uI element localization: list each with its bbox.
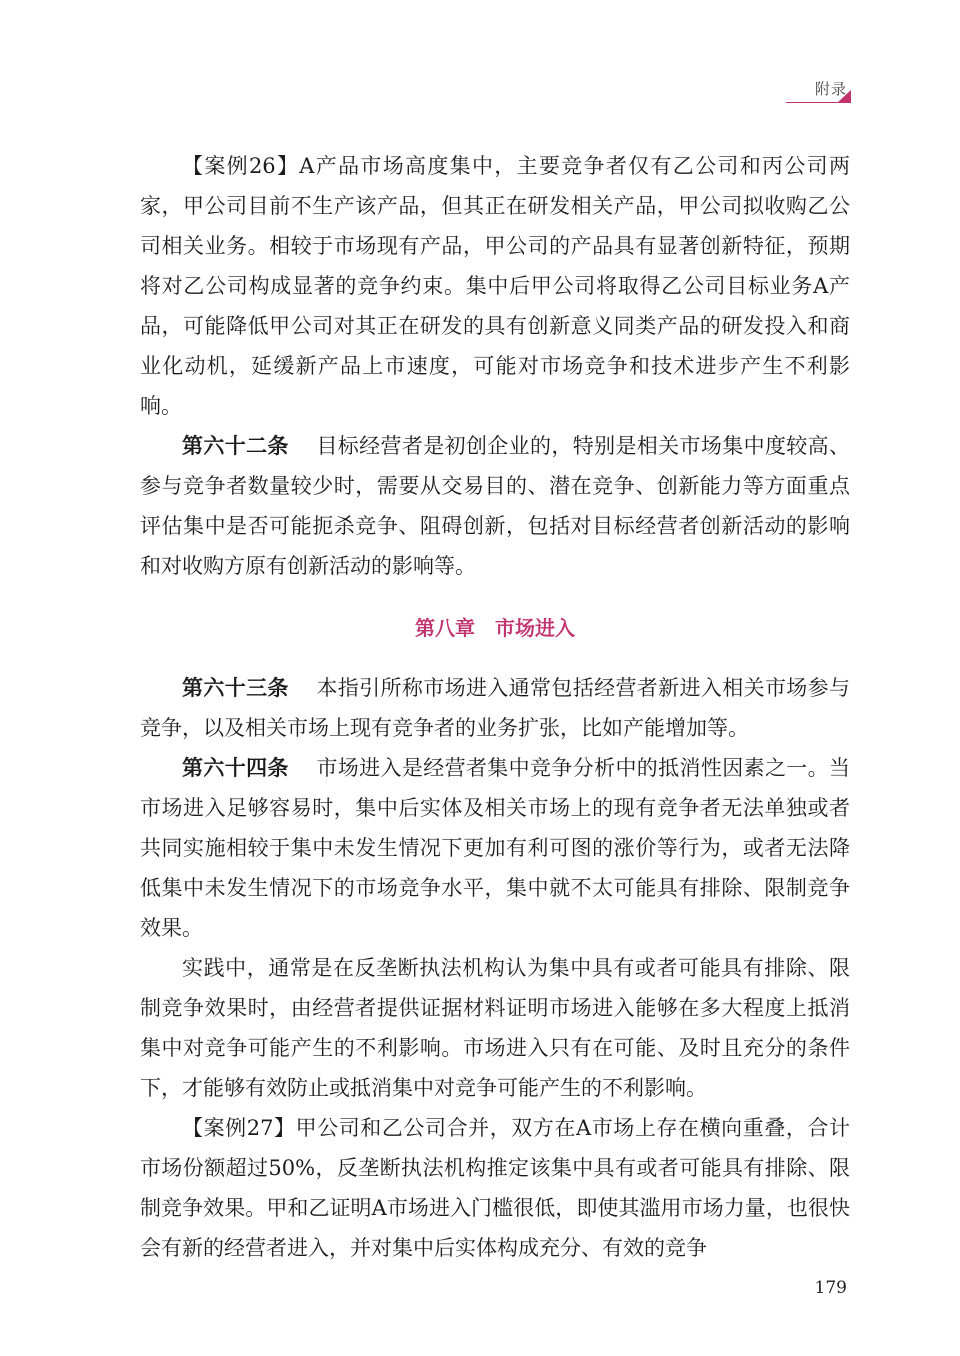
case-27-text: 甲公司和乙公司合并，双方在A市场上存在横向重叠，合计市场份额超过50%，反垄断执法机构推定该集中具有或者可能具有排除、限制竞争效果。甲和乙证明A市场进入门槛很低，即使其滥用市场力量，也很快会有新的经营者进入，并对集中后实体构成充分、有效的竞争 xyxy=(140,1116,850,1260)
practice-paragraph: 实践中，通常是在反垄断执法机构认为集中具有或者可能具有排除、限制竞争效果时，由经营者提供证据材料证明市场进入能够在多大程度上抵消集中对竞争可能产生的不利影响。市场进入只有在可能、及时且充分的条件下，才能够有效防止或抵消集中对竞争可能产生的不利影响。 xyxy=(140,956,850,1100)
case-26-tag: 【案例26】 xyxy=(182,154,300,178)
article-63-paragraph xyxy=(140,668,850,748)
running-header: 附录 xyxy=(814,80,847,98)
case-27-paragraph xyxy=(140,1108,850,1268)
article-64-label: 第六十四条 xyxy=(182,756,289,780)
article-63-label: 第六十三条 xyxy=(182,676,289,700)
article-64-text: 市场进入是经营者集中竞争分析中的抵消性因素之一。当市场进入足够容易时，集中后实体及相关市场上的现有竞争者无法单独或者共同实施相较于集中未发生情况下更加有利可图的涨价等行为，或者无法降低集中未发生情况下的市场竞争水平，集中就不太可能具有排除、限制竞争效果。 xyxy=(140,756,851,940)
chapter-title: 第八章 市场进入 xyxy=(415,616,575,640)
page-body xyxy=(140,146,850,1268)
article-64-paragraph xyxy=(140,748,850,948)
article-63-text: 本指引所称市场进入通常包括经营者新进入相关市场参与竞争，以及相关市场上现有竞争者的业务扩张，比如产能增加等。 xyxy=(140,676,851,740)
article-62-paragraph xyxy=(140,426,850,586)
article-62-label: 第六十二条 xyxy=(182,434,289,458)
case-27-tag: 【案例27】 xyxy=(182,1116,296,1140)
header-triangle-icon xyxy=(837,90,851,103)
article-62-text: 目标经营者是初创企业的，特别是相关市场集中度较高、参与竞争者数量较少时，需要从交易目的、潜在竞争、创新能力等方面重点评估集中是否可能扼杀竞争、阻碍创新，包括对目标经营者创新活动的影响和对收购方原有创新活动的影响等。 xyxy=(140,434,851,578)
case-26-text: A产品市场高度集中，主要竞争者仅有乙公司和丙公司两家，甲公司目前不生产该产品，但其正在研发相关产品，甲公司拟收购乙公司相关业务。相较于市场现有产品，甲公司的产品具有显著创新特征，预期将对乙公司构成显著的竞争约束。集中后甲公司将取得乙公司目标业务A产品，可能降低甲公司对其正在研发的具有创新意义同类产品的研发投入和商业化动机，延缓新产品上市速度，可能对市场竞争和技术进步产生不利影响。 xyxy=(140,154,850,418)
page-number: 179 xyxy=(814,1278,847,1298)
case-26-paragraph xyxy=(140,146,850,426)
